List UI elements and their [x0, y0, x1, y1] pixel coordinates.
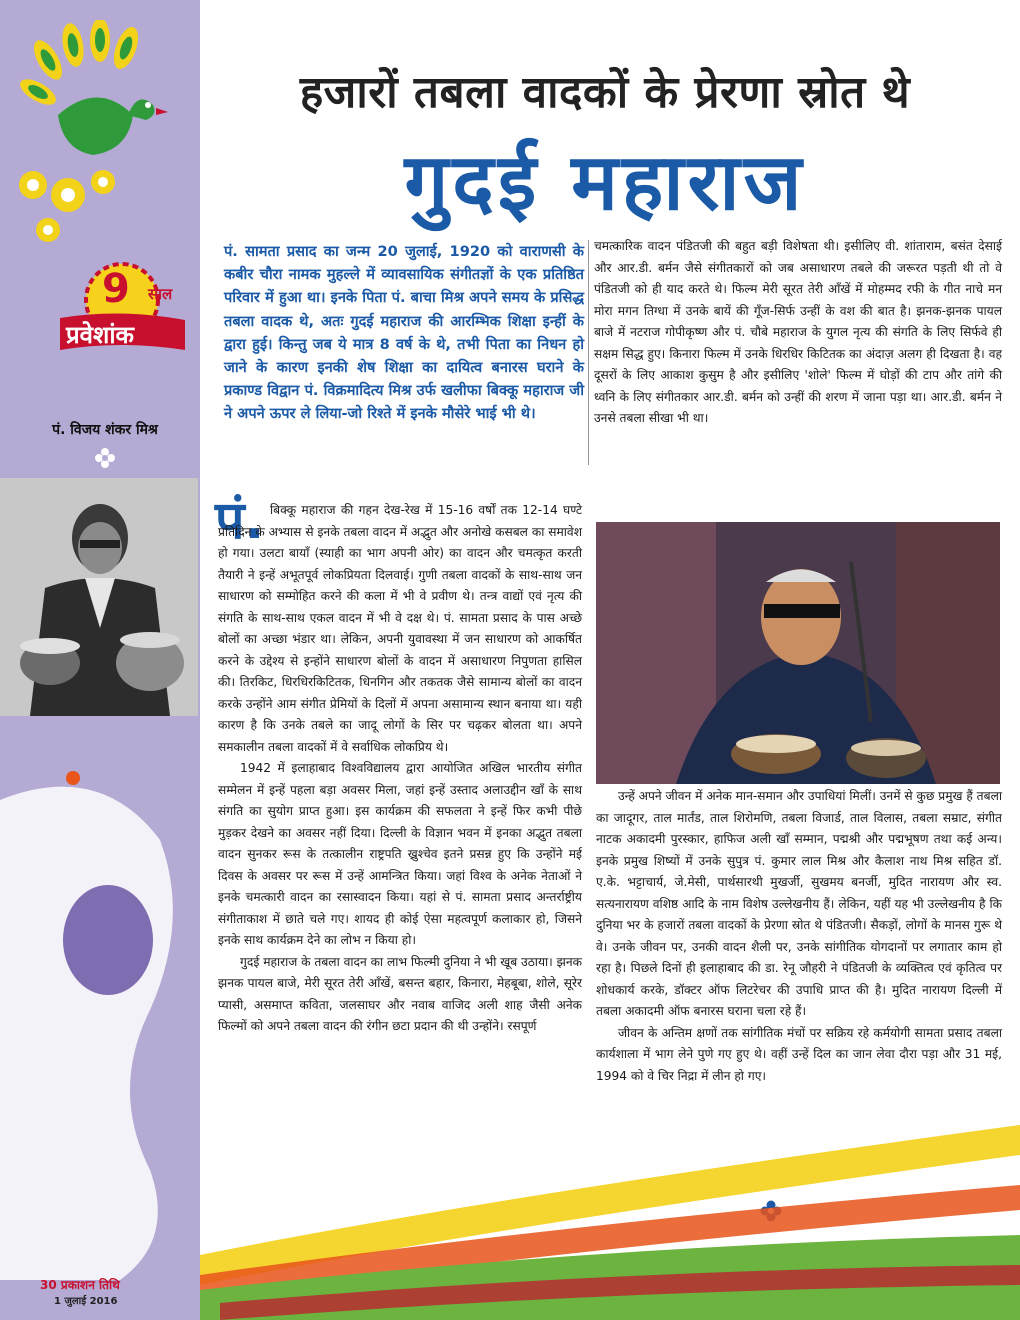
folio-page: [40, 1276, 120, 1293]
magazine-name: प्रकाशन तिथि: [60, 1278, 120, 1292]
left-paragraph: गुदई महाराज के तबला वादन का लाभ फिल्मी दुनिया ने भी खूब उठाया। झनक झनक पायल बाजे, मेरी सूरत तेरी आँखें, बसन्त बहार, किनारा, मेहबूबा, शोले, सूरेर प्यासी, असमाप्त कविता, जलसाघर और नवाब वाजिद अली शाह जैसी अनेक फिल्मों को अपने तबला वादन की रंगीन छटा प्रदान की थी उन्होंने। रसपूर्ण: [218, 954, 582, 1033]
badge-saal: साल: [148, 285, 173, 303]
peacock-illustration-icon: [18, 20, 178, 250]
column-divider: [588, 240, 589, 465]
folio-date: 1 जुलाई 2016: [54, 1296, 118, 1307]
tabla-player-photo: [0, 478, 198, 716]
left-column: [218, 500, 582, 1038]
anniversary-badge: [60, 258, 190, 368]
right-column-top: चमत्कारिक वादन पंडितजी की बहुत बड़ी विशेषता थी। इसीलिए वी. शांताराम, बसंत देसाई और आर.डी. बर्मन जैसे संगीतकारों को जब असाधारण तबले की जरूरत पड़ती थी तो वे पंडितजी को ही याद करते थे। फिल्म मेरी सूरत तेरी आँखें में मोहम्मद रफी के गीत नाचे मन मोरा मगन तिग्धा में उनके बायें की गूँज-सिर्फ उन्हीं के वश की बात है। झनक-झनक पायल बाजे में नटराज गोपीकृष्ण और पं. चौबे महाराज के युगल नृत्य की संगति के लिए सिर्फवे ही सक्षम सिद्ध हुए। किनारा फिल्म में उनके धिरधिर किटितक का अंदाज़ अलग ही दिखता है। वह दूसरों के लिए आकाश कुसुम है और इसीलिए 'शोले' फिल्म में घोड़ों की टाप और तांगे की ध्वनि के लिए संगीतकार आर.डी. बर्मन को उन्हीं की शरण में जाना पड़ा था। आर.डी. बर्मन ने उनसे तबला सीखा भी था।: [594, 239, 1002, 425]
headline-line2: गुदई महाराज: [404, 138, 806, 228]
headline-line1: हजारों तबला वादकों के प्रेरणा स्रोत थे: [299, 67, 911, 118]
page-number: 30: [40, 1278, 57, 1292]
right-paragraph: जीवन के अन्तिम क्षणों तक सांगीतिक मंचों पर सक्रिय रहे कर्मयोगी सामता प्रसाद तबला कार्यशाला में भाग लेने पुणे गए हुए थे। वहीं उन्हें दिल का जान लेवा दौरा पड़ा और 31 मई, 1994 को वे चिर निद्रा में लीन हो गए।: [596, 1025, 1002, 1083]
badge-label: प्रवेशांक: [66, 321, 134, 349]
badge-number: 9: [102, 266, 130, 312]
dropcap: पं.: [215, 491, 265, 551]
decorative-waves: [0, 1035, 1020, 1320]
left-paragraph: 1942 में इलाहाबाद विश्वविद्यालय द्वारा आयोजित अखिल भारतीय संगीत सम्मेलन में इन्हें पहला बड़ा अवसर मिला, जहां इन्हें उस्ताद अलाउद्दीन खाँ के साथ संगति का सुयोग प्राप्त हुआ। इस कार्यक्रम की सफलता ने इन्हें फिर कभी पीछे मुड़कर देखने का अवसर नहीं दिया। दिल्ली के विज्ञान भवन में इनका अद्भुत तबला वादन सुनकर रूस के तत्कालीन राष्ट्रपति ख्रुश्चेव इतने प्रसन्न हुए कि उन्होंने मई दिवस के अवसर पर रूस में उन्हें आमन्त्रित किया। जहां विश्व के अनेक नेताओं ने इनके चमत्कारी वादन का रसास्वादन किया। यहां से पं. सामता प्रसाद अन्तर्राष्ट्रीय संगीताकाश में छाते चले गए। शायद ही कोई ऐसा महत्वपूर्ण कलाकार हो, जिसने इनके साथ कार्यक्रम देने का लोभ न किया हो।: [218, 761, 582, 947]
intro-paragraph: पं. सामता प्रसाद का जन्म 20 जुलाई, 1920 को वाराणसी के कबीर चौरा नामक मुहल्ले में व्यावसायिक संगीतज्ञों के एक प्रतिष्ठित परिवार में हुआ था। इनके पिता पं. बाचा मिश्र अपने समय के प्रसिद्ध तबला वादक थे, अतः गुदई महाराज की आरम्भिक शिक्षा इन्हीं के द्वारा हुई। किन्तु जब ये मात्र 8 वर्ष के थे, तभी पिता का निधन हो जाने के कारण इनकी शेष शिक्षा का दायित्व बनारस घराने के प्रकाण्ड विद्वान पं. विक्रमादित्य मिश्र उर्फ खलीफा बिक्कू महाराज जी ने अपने ऊपर ले लिया-जो रिश्ते में इनके मौसेरे भाई भी थे।: [224, 243, 584, 423]
left-paragraph: बिक्कू महाराज की गहन देख-रेख में 15-16 वर्षों तक 12-14 घण्टे प्रतिदिन के अभ्यास से इनके तबला वादन में अद्भुत और अनोखे कसबल का समावेश हो गया। उलटा बायाँ (स्याही का भाग अपनी ओर) का वादन और चमत्कृत करती तैयारी ने इन्हें अभूतपूर्व लोकप्रियता दिलवाई। गुणी तबला वादकों के साथ-साथ जन साधारण को सम्मोहित करने की कला में भी वे प्रवीण थे। तन्त्र वाद्यों एवं नृत्य की संगति के साथ-साथ एकल वादन में भी वे दक्ष थे। पं. सामता प्रसाद के पास अच्छे बोलों का अच्छा भंडार था। लेकिन, अपनी युवावस्था में जन साधारण को आकर्षित करने के उद्देश्य से इन्होंने साधारण बोलों के वादन में असाधारण निपुणता हासिल की। तिरकिट, धिरधिरकिटितक, धिनगिन और तकतक जैसे सामान्य बोलों का वादन करके उन्होंने आम संगीत प्रेमियों के दिलों में अपना असामान्य स्थान बनाया था। यही कारण है कि उनके तबले का जादू लोगों के सिर पर चढ़कर बोलता था। अपने समकालीन तबला वादकों में वे सर्वाधिक लोकप्रिय थे।: [218, 503, 582, 754]
right-paragraph: उन्हें अपने जीवन में अनेक मान-समान और उपाधियां मिलीं। उनमें से कुछ प्रमुख हैं तबला का जादूगर, ताल मार्तंड, ताल शिरोमणि, तबला विजार्ड, ताल विलास, तबला सम्राट, संगीत नाटक अकादमी पुरस्कार, हाफिज अली खाँ सम्मान, पद्मश्री और पद्मभूषण तथा कई अन्य। इनके प्रमुख शिष्यों में उनके सुपुत्र पं. कुमार लाल मिश्र और कैलाश नाथ मिश्र सहित डॉ. ए.के. भट्टाचार्य, जे.मेसी, पार्थसारथी मुखर्जी, सुखमय बनर्जी, मुदित नारायण और स्व. सत्यनारायण वशिष्ठ आदि के नाम विशेष उल्लेखनीय हैं। लेकिन, यहीं यह भी उल्लेखनीय है कि दुनिया भर के हजारों तबला वादकों के प्रेरणा स्रोत थे पंडितजी। सैकड़ों, लोगों के मानस गुरू थे वे। उनके जीवन पर, उनकी वादन शैली पर, उनके सांगीतिक योगदानों पर लगातार काम हो रहा है। पिछले दिनों ही इलाहाबाद की डा. रेनू जौहरी ने पंडितजी के व्यक्तित्व एवं कृतित्व पर शोधकार्य करके, डॉक्टर ऑफ लिटरेचर की उपाधि प्राप्त की है। मुदित नारायण दिल्ली में तबला अकादमी ऑफ बनारस घराना चला रहे हैं।: [596, 789, 1002, 1018]
flower-ornament-icon: [95, 448, 115, 468]
author-name: पं. विजय शंकर मिश्र: [52, 422, 158, 438]
tabla-performance-photo: [596, 522, 1000, 784]
